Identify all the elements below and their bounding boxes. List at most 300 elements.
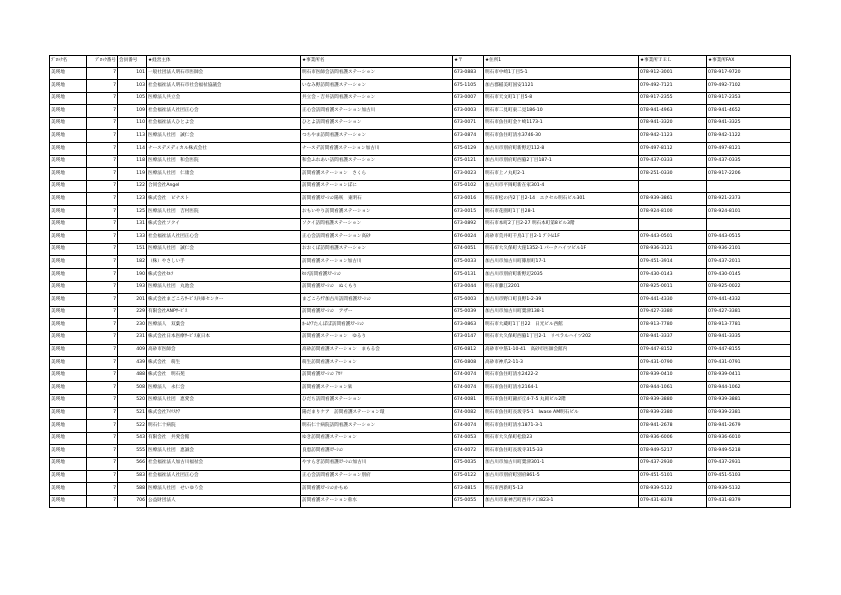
cell-office-name: ナースデ訪問看護ステーション加古川 xyxy=(301,143,453,156)
cell-tel: 079-427-3380 xyxy=(639,306,707,319)
cell-postal: 673-0147 xyxy=(453,331,484,344)
cell-address: 明石市魚住町錦が丘4-7-5 丸岡ビル2階 xyxy=(484,394,639,407)
cell-member-number: 566 xyxy=(118,457,147,470)
cell-operator: ナースデメディカル株式会社 xyxy=(147,143,301,156)
cell-block-number: 7 xyxy=(87,407,118,420)
cell-block-number: 7 xyxy=(87,357,118,370)
table-row xyxy=(50,105,791,118)
cell-address: 高砂市中筋1-10-41 高砂市医師会館内 xyxy=(484,344,639,357)
cell-block-number: 7 xyxy=(87,117,118,130)
cell-fax: 078-941-2679 xyxy=(707,420,791,433)
cell-tel: 078-941-3320 xyxy=(639,117,707,130)
col-header-fax: ★事業所FAX xyxy=(707,56,791,68)
table-row xyxy=(50,117,791,130)
cell-block-name: 美瑛地 xyxy=(50,193,87,206)
cell-block-number: 7 xyxy=(87,80,118,93)
cell-tel: 078-912-3001 xyxy=(639,67,707,80)
cell-tel: 079-430-0143 xyxy=(639,269,707,282)
cell-operator: 株式会社ｱｲﾘｽｹｱ xyxy=(147,407,301,420)
cell-office-name: 正心会訪問看護ステーション別府 xyxy=(301,470,453,483)
cell-tel: 078-924-8100 xyxy=(639,206,707,219)
cell-postal: 674-0072 xyxy=(453,445,484,458)
cell-block-number: 7 xyxy=(87,344,118,357)
cell-operator: 公益財団法人 xyxy=(147,495,301,508)
cell-tel: 079-441-4330 xyxy=(639,294,707,307)
cell-office-name: 萌生訪問看護ステーション xyxy=(301,357,453,370)
table-row xyxy=(50,281,791,294)
cell-office-name: 明石市医師会訪問看護ステーション xyxy=(301,67,453,80)
cell-fax: 078-941-3325 xyxy=(707,117,791,130)
cell-operator: 株式会社ｾﾙﾌ xyxy=(147,269,301,282)
cell-operator: 医療法人社団 誠仁会 xyxy=(147,243,301,256)
cell-operator: 株式会社 明石苑 xyxy=(147,369,301,382)
cell-address: 明石市魚住町長坂寺315-33 xyxy=(484,445,639,458)
cell-fax: 078-925-0022 xyxy=(707,281,791,294)
cell-office-name: 正心会訪問看護ステーション加古川 xyxy=(301,105,453,118)
cell-member-number: 113 xyxy=(118,130,147,143)
cell-tel: 078-941-4963 xyxy=(639,105,707,118)
cell-office-name: 訪問看護ステーションぽに xyxy=(301,180,453,193)
cell-operator: 一般社団法人明石市医師会 xyxy=(147,67,301,80)
cell-operator: 社会福祉法人社団正心会 xyxy=(147,470,301,483)
cell-address: 加古川市別府町新野辺112-8 xyxy=(484,143,639,156)
cell-address: 加古川市平岡町新在家301-4 xyxy=(484,180,639,193)
cell-postal: 674-0081 xyxy=(453,394,484,407)
cell-postal: 673-0071 xyxy=(453,117,484,130)
cell-address: 加古川市別府町新野辺2035 xyxy=(484,269,639,282)
cell-block-name: 美瑛地 xyxy=(50,92,87,105)
cell-address: 高砂市荒井町千鳥1丁目2-1 ﾌﾟﾗｲﾑ1F xyxy=(484,231,639,244)
col-header-block-number: ﾌﾞﾛｯｸ番号 xyxy=(87,56,118,68)
cell-postal: 675-0055 xyxy=(453,495,484,508)
cell-address: 明石市大久保町松陰23 xyxy=(484,432,639,445)
cell-postal: 676-0024 xyxy=(453,231,484,244)
cell-fax: 078-941-4652 xyxy=(707,105,791,118)
cell-block-name: 美瑛地 xyxy=(50,155,87,168)
cell-fax: 079-437-2931 xyxy=(707,457,791,470)
cell-member-number: 522 xyxy=(118,420,147,433)
cell-tel: 079-431-0790 xyxy=(639,357,707,370)
cell-address: 加古川市加古川町粟津138-1 xyxy=(484,306,639,319)
cell-address: 明石市二見町東二見186-10 xyxy=(484,105,639,118)
cell-block-name: 美瑛地 xyxy=(50,470,87,483)
cell-operator: 株式会社日本医療ｻｰﾋﾞｽ東日本 xyxy=(147,331,301,344)
table-row xyxy=(50,206,791,219)
cell-address: 明石市大蔵町1丁目22 日光ビル西館 xyxy=(484,319,639,332)
table-row xyxy=(50,394,791,407)
cell-operator: 社会福祉法人ひとよ会 xyxy=(147,117,301,130)
cell-tel: 079-443-0501 xyxy=(639,231,707,244)
cell-member-number: 555 xyxy=(118,445,147,458)
cell-tel: 079-437-2930 xyxy=(639,457,707,470)
cell-operator: 医療法人社団 誠仁会 xyxy=(147,130,301,143)
cell-fax: 078-913-7781 xyxy=(707,319,791,332)
cell-postal: 674-0074 xyxy=(453,382,484,395)
cell-postal: 675-0003 xyxy=(453,294,484,307)
cell-block-name: 美瑛地 xyxy=(50,218,87,231)
cell-address: 明石市西新町5-13 xyxy=(484,483,639,496)
cell-member-number: 118 xyxy=(118,155,147,168)
cell-block-name: 美瑛地 xyxy=(50,105,87,118)
table-row xyxy=(50,294,791,307)
cell-block-number: 7 xyxy=(87,206,118,219)
cell-member-number: 706 xyxy=(118,495,147,508)
cell-tel: 079-492-7121 xyxy=(639,80,707,93)
cell-member-number: 201 xyxy=(118,294,147,307)
cell-block-number: 7 xyxy=(87,67,118,80)
cell-office-name: まごころｹｱ加古川訪問看護ｽﾃｰｼｮﾝ xyxy=(301,294,453,307)
cell-postal: 673-0892 xyxy=(453,218,484,231)
cell-member-number: 101 xyxy=(118,67,147,80)
table-row xyxy=(50,306,791,319)
cell-block-name: 美瑛地 xyxy=(50,420,87,433)
cell-fax: 078-939-5132 xyxy=(707,483,791,496)
cell-operator: 株式会社ソクイ xyxy=(147,218,301,231)
cell-address: 明石市上ノ丸町2-1 xyxy=(484,168,639,181)
table-row xyxy=(50,67,791,80)
cell-postal: 673-0015 xyxy=(453,206,484,219)
cell-postal: 675-0039 xyxy=(453,306,484,319)
cell-fax: 079-437-0335 xyxy=(707,155,791,168)
cell-address: 高砂市神爪2-11-3 xyxy=(484,357,639,370)
cell-postal: 675-0122 xyxy=(453,470,484,483)
cell-fax: 079-441-4332 xyxy=(707,294,791,307)
cell-tel: 079-437-0333 xyxy=(639,155,707,168)
cell-block-name: 美瑛地 xyxy=(50,168,87,181)
cell-member-number: 103 xyxy=(118,80,147,93)
cell-office-name: 訪問看護ステーション さくら xyxy=(301,168,453,181)
cell-tel: 078-942-1123 xyxy=(639,130,707,143)
cell-operator: 明石仁十病院 xyxy=(147,420,301,433)
table-row xyxy=(50,231,791,244)
col-header-member-number: 会員番号 xyxy=(118,56,147,68)
cell-member-number: 543 xyxy=(118,432,147,445)
table-row xyxy=(50,155,791,168)
cell-operator: 医療法人 永仁会 xyxy=(147,382,301,395)
cell-fax xyxy=(707,180,791,193)
cell-address: 明石市中崎1丁目5-1 xyxy=(484,67,639,80)
cell-block-name: 美瑛地 xyxy=(50,495,87,508)
cell-operator: 医療法人社団 恵誠会 xyxy=(147,445,301,458)
data-table xyxy=(49,55,791,508)
cell-block-name: 美瑛地 xyxy=(50,319,87,332)
cell-block-number: 7 xyxy=(87,256,118,269)
cell-office-name: つちやま訪問看護ステーション xyxy=(301,130,453,143)
table-row xyxy=(50,483,791,496)
cell-block-number: 7 xyxy=(87,269,118,282)
cell-tel: 079-451-3914 xyxy=(639,256,707,269)
cell-fax: 079-497-8121 xyxy=(707,143,791,156)
cell-postal: 673-0003 xyxy=(453,105,484,118)
cell-tel: 078-944-1061 xyxy=(639,382,707,395)
table-row xyxy=(50,92,791,105)
cell-office-name: 訪問看護ｽﾃｰｼｮﾝかもめ xyxy=(301,483,453,496)
cell-postal: 675-0102 xyxy=(453,180,484,193)
cell-fax: 079-492-7102 xyxy=(707,80,791,93)
cell-postal: 675-0033 xyxy=(453,256,484,269)
cell-address: 明石市本町2丁目2-27 明石本町第8ビル3階 xyxy=(484,218,639,231)
cell-block-name: 美瑛地 xyxy=(50,394,87,407)
table-row xyxy=(50,218,791,231)
cell-fax: 078-949-5218 xyxy=(707,445,791,458)
cell-member-number: 521 xyxy=(118,407,147,420)
cell-block-name: 美瑛地 xyxy=(50,344,87,357)
table-row xyxy=(50,319,791,332)
cell-block-number: 7 xyxy=(87,495,118,508)
cell-fax: 078-917-9720 xyxy=(707,67,791,80)
cell-block-number: 7 xyxy=(87,420,118,433)
cell-address: 明石市藤江2201 xyxy=(484,281,639,294)
table-row xyxy=(50,369,791,382)
cell-block-name: 美瑛地 xyxy=(50,445,87,458)
cell-postal: 675-0035 xyxy=(453,457,484,470)
cell-block-name: 美瑛地 xyxy=(50,117,87,130)
table-row xyxy=(50,470,791,483)
cell-block-name: 美瑛地 xyxy=(50,483,87,496)
cell-member-number: 114 xyxy=(118,143,147,156)
cell-office-name: 訪問看護ステーション栞 xyxy=(301,382,453,395)
cell-tel: 079-447-8152 xyxy=(639,344,707,357)
cell-address: 明石市魚住町清水2422-2 xyxy=(484,369,639,382)
cell-postal: 673-0023 xyxy=(453,168,484,181)
cell-operator: 株式会社まごころｻｰﾋﾞｽ兵庫センター xyxy=(147,294,301,307)
cell-member-number: 231 xyxy=(118,331,147,344)
cell-block-name: 美瑛地 xyxy=(50,256,87,269)
table-row xyxy=(50,168,791,181)
cell-tel: 079-431-8378 xyxy=(639,495,707,508)
cell-office-name: ﾎｰﾑｹｱたんぽぽ訪問看護ｽﾃｰｼｮﾝ xyxy=(301,319,453,332)
cell-tel: 078-939-0410 xyxy=(639,369,707,382)
cell-member-number: 190 xyxy=(118,269,147,282)
cell-fax: 078-924-8101 xyxy=(707,206,791,219)
col-header-postal: ★〒 xyxy=(453,56,484,68)
cell-address: 加古川市加古川町篠原町17-1 xyxy=(484,256,639,269)
cell-operator: 医療法人社団 和会医院 xyxy=(147,155,301,168)
cell-operator: 医療法人社団 せいゆう会 xyxy=(147,483,301,496)
cell-fax: 079-451-5103 xyxy=(707,470,791,483)
cell-office-name: ゆき訪問看護ステーション xyxy=(301,432,453,445)
cell-operator: 医療法人社団 恵愛会 xyxy=(147,394,301,407)
cell-tel: 078-939-3861 xyxy=(639,193,707,206)
cell-fax: 078-942-1122 xyxy=(707,130,791,143)
cell-block-name: 美瑛地 xyxy=(50,357,87,370)
table-row xyxy=(50,331,791,344)
cell-member-number: 520 xyxy=(118,394,147,407)
cell-member-number: 229 xyxy=(118,306,147,319)
cell-operator: 株式会社 ピナスト xyxy=(147,193,301,206)
cell-block-name: 美瑛地 xyxy=(50,180,87,193)
cell-member-number: 508 xyxy=(118,382,147,395)
cell-block-number: 7 xyxy=(87,92,118,105)
cell-address: 加古川市別府町西脇2丁目187-1 xyxy=(484,155,639,168)
cell-address: 明石市大久保町大窪1352-1 パークハイツビル1F xyxy=(484,243,639,256)
cell-block-name: 美瑛地 xyxy=(50,130,87,143)
cell-block-number: 7 xyxy=(87,331,118,344)
cell-block-name: 美瑛地 xyxy=(50,80,87,93)
cell-postal: 674-0074 xyxy=(453,420,484,433)
cell-block-number: 7 xyxy=(87,457,118,470)
table-row xyxy=(50,407,791,420)
cell-address: 明石市天文町1丁目5-8 xyxy=(484,92,639,105)
cell-tel xyxy=(639,218,707,231)
table-row xyxy=(50,344,791,357)
cell-operator: 医療法人 双葉会 xyxy=(147,319,301,332)
cell-office-name: 訪問看護ｽﾃｰｼｮﾝ陽咲 東明石 xyxy=(301,193,453,206)
cell-postal: 675-1105 xyxy=(453,80,484,93)
cell-fax: 079-431-8379 xyxy=(707,495,791,508)
cell-tel: 078-913-7780 xyxy=(639,319,707,332)
cell-office-name: 明石仁十病院訪問看護ステーション xyxy=(301,420,453,433)
cell-block-number: 7 xyxy=(87,319,118,332)
cell-fax: 078-936-6010 xyxy=(707,432,791,445)
cell-tel: 078-939-3880 xyxy=(639,394,707,407)
cell-office-name: いなみ野訪問看護ステーション xyxy=(301,80,453,93)
cell-address: 明石市魚住町清水2164-1 xyxy=(484,382,639,395)
cell-address: 明石市魚住町清水1871-3-1 xyxy=(484,420,639,433)
table-row xyxy=(50,180,791,193)
cell-address: 明石市魚住町清水3746-30 xyxy=(484,130,639,143)
cell-address: 加古川市別府町別府861-5 xyxy=(484,470,639,483)
cell-block-name: 美瑛地 xyxy=(50,206,87,219)
cell-postal: 673-0007 xyxy=(453,92,484,105)
cell-member-number: 122 xyxy=(118,180,147,193)
cell-office-name: 訪問看護ステーション加古川 xyxy=(301,256,453,269)
cell-operator: 社会福祉法人社団正心会 xyxy=(147,231,301,244)
cell-office-name: ソクイ訪問看護ステーション xyxy=(301,218,453,231)
cell-office-name: 共立会・吉井訪問看護ステーション xyxy=(301,92,453,105)
cell-block-name: 美瑛地 xyxy=(50,294,87,307)
cell-block-number: 7 xyxy=(87,445,118,458)
cell-block-number: 7 xyxy=(87,243,118,256)
cell-operator: 株式会社 萌生 xyxy=(147,357,301,370)
cell-member-number: 583 xyxy=(118,470,147,483)
cell-block-name: 美瑛地 xyxy=(50,407,87,420)
cell-block-name: 美瑛地 xyxy=(50,281,87,294)
cell-tel: 079-451-5101 xyxy=(639,470,707,483)
cell-postal: 675-0121 xyxy=(453,155,484,168)
cell-fax xyxy=(707,218,791,231)
cell-operator: 社会福祉法人社団正心会 xyxy=(147,105,301,118)
cell-office-name: ひだち訪問看護ステーション xyxy=(301,394,453,407)
cell-block-name: 美瑛地 xyxy=(50,432,87,445)
cell-fax: 078-944-1062 xyxy=(707,382,791,395)
table-row xyxy=(50,382,791,395)
cell-block-number: 7 xyxy=(87,155,118,168)
cell-member-number: 125 xyxy=(118,206,147,219)
cell-tel: 078-949-5217 xyxy=(639,445,707,458)
cell-postal: 673-0044 xyxy=(453,281,484,294)
cell-block-name: 美瑛地 xyxy=(50,331,87,344)
cell-fax: 078-941-3335 xyxy=(707,331,791,344)
cell-block-name: 美瑛地 xyxy=(50,269,87,282)
cell-office-name: 正心会訪問看護ステーション高砂 xyxy=(301,231,453,244)
cell-block-number: 7 xyxy=(87,294,118,307)
table-row xyxy=(50,495,791,508)
cell-fax: 079-443-0515 xyxy=(707,231,791,244)
cell-postal: 673-0815 xyxy=(453,483,484,496)
cell-postal: 674-0053 xyxy=(453,432,484,445)
cell-operator: 高砂市医師会 xyxy=(147,344,301,357)
cell-fax: 079-447-8155 xyxy=(707,344,791,357)
cell-office-name: 陽だまりケア 訪問看護ステーション環 xyxy=(301,407,453,420)
cell-block-name: 美瑛地 xyxy=(50,306,87,319)
cell-postal: 674-0082 xyxy=(453,407,484,420)
cell-tel xyxy=(639,180,707,193)
cell-block-number: 7 xyxy=(87,382,118,395)
cell-member-number: 109 xyxy=(118,105,147,118)
cell-tel: 078-936-6006 xyxy=(639,432,707,445)
cell-tel: 079-497-8112 xyxy=(639,143,707,156)
cell-member-number: 182 xyxy=(118,256,147,269)
col-header-operator: ★経営主体 xyxy=(147,56,301,68)
col-header-tel: ★事業所ＴＥＬ xyxy=(639,56,707,68)
cell-member-number: 151 xyxy=(118,243,147,256)
cell-office-name: 訪問看護ｽﾃｰｼｮﾝ ｱｶﾘ xyxy=(301,369,453,382)
cell-tel: 078-917-2355 xyxy=(639,92,707,105)
cell-block-number: 7 xyxy=(87,483,118,496)
cell-member-number: 110 xyxy=(118,117,147,130)
table-row xyxy=(50,143,791,156)
cell-address: 加古川市東神吉町西井ノ口823-1 xyxy=(484,495,639,508)
cell-address: 加古川市加古川町粟津301-1 xyxy=(484,457,639,470)
table-row xyxy=(50,457,791,470)
cell-office-name: ひとよ訪問看護ステーション xyxy=(301,117,453,130)
table-row xyxy=(50,269,791,282)
cell-member-number: 193 xyxy=(118,281,147,294)
col-header-office-name: ★事業所名 xyxy=(301,56,453,68)
cell-address: 加古川市野口町良野1-2-39 xyxy=(484,294,639,307)
cell-block-number: 7 xyxy=(87,143,118,156)
cell-operator: 医療法人共立会 xyxy=(147,92,301,105)
cell-address: 明石市大久保町西脇1丁目2-1 リベラルハイツ202 xyxy=(484,331,639,344)
cell-fax: 078-917-2206 xyxy=(707,168,791,181)
cell-member-number: 588 xyxy=(118,483,147,496)
cell-block-number: 7 xyxy=(87,218,118,231)
cell-block-number: 7 xyxy=(87,105,118,118)
cell-member-number: 119 xyxy=(118,168,147,181)
header-row xyxy=(50,56,791,68)
cell-block-name: 美瑛地 xyxy=(50,457,87,470)
cell-operator: 社会福祉法人加古川福祉会 xyxy=(147,457,301,470)
cell-operator: （株）やさしい手 xyxy=(147,256,301,269)
cell-office-name: おもいやり訪問看護ステーション xyxy=(301,206,453,219)
col-header-block-name: ﾌﾞﾛｯｸ名 xyxy=(50,56,87,68)
cell-postal: 673-0016 xyxy=(453,193,484,206)
cell-postal: 676-0812 xyxy=(453,344,484,357)
cell-office-name: 訪問看護ステーション ゆるり xyxy=(301,331,453,344)
cell-office-name: やすらぎ訪問看護ｽﾃｰｼｮﾝ加古川 xyxy=(301,457,453,470)
cell-member-number: 409 xyxy=(118,344,147,357)
cell-member-number: 105 xyxy=(118,92,147,105)
cell-tel: 078-251-0330 xyxy=(639,168,707,181)
cell-postal: 674-0051 xyxy=(453,243,484,256)
cell-member-number: 131 xyxy=(118,218,147,231)
cell-block-number: 7 xyxy=(87,231,118,244)
table-row xyxy=(50,256,791,269)
cell-member-number: 123 xyxy=(118,193,147,206)
cell-operator: 医療法人社団 丸池会 xyxy=(147,281,301,294)
cell-address: 明石市魚住町金ケ崎1173-1 xyxy=(484,117,639,130)
cell-tel: 078-936-3121 xyxy=(639,243,707,256)
cell-operator: 合同会社Angel xyxy=(147,180,301,193)
cell-tel: 078-941-2678 xyxy=(639,420,707,433)
table-row xyxy=(50,420,791,433)
cell-tel: 078-939-5122 xyxy=(639,483,707,496)
table-row xyxy=(50,432,791,445)
cell-postal: 674-0074 xyxy=(453,369,484,382)
cell-fax: 078-936-2101 xyxy=(707,243,791,256)
cell-fax: 078-917-2353 xyxy=(707,92,791,105)
